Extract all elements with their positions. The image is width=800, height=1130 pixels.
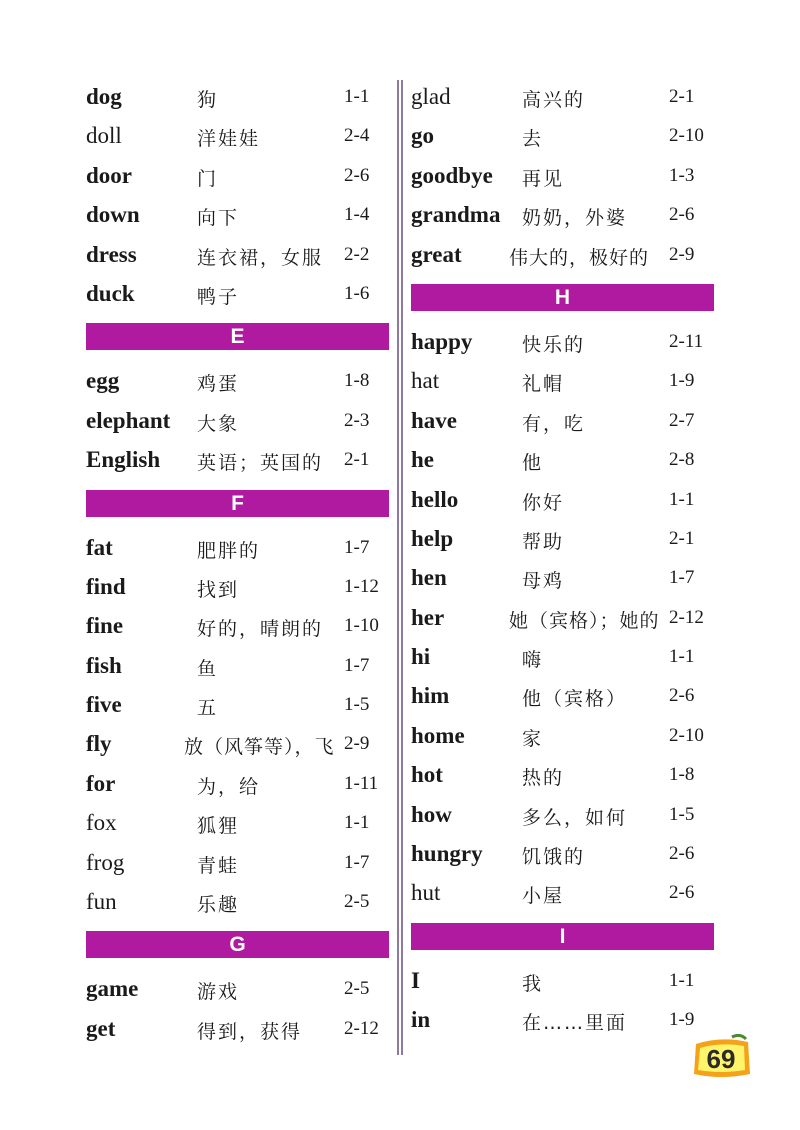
entry-meaning: 鱼 [197,657,219,680]
entry-word: duck [86,280,135,306]
entry-meaning: 他（宾格） [522,688,628,711]
entry-word: hello [411,486,459,512]
vocab-entry [86,362,389,401]
entry-meaning: 狗 [197,89,219,111]
entry-list [86,970,389,1049]
entry-list [411,962,714,1041]
vocab-entry [411,559,714,598]
vocab-entry [411,756,714,795]
entry-meaning: 大象 [197,412,240,435]
entry-meaning: 快乐的 [522,333,586,356]
section-header-f: F [86,490,389,517]
entry-word: find [86,573,126,599]
entry-unit: 1-4 [344,204,370,226]
vocab-entry [86,117,389,156]
entry-meaning: 我 [522,972,544,995]
vocab-entry [86,157,389,196]
entry-unit: 2-5 [344,891,370,913]
entry-meaning: 鸭子 [197,285,240,308]
entry-meaning: 再见 [522,167,565,190]
entry-meaning: 连衣裙，女服 [197,246,324,269]
entry-unit: 2-6 [344,164,370,186]
entry-unit: 1-8 [344,370,370,392]
vocab-entry [86,441,389,480]
vocab-entry [411,402,714,441]
entry-unit: 2-3 [344,409,370,431]
entry-unit: 1-9 [669,370,695,392]
entry-list [86,78,389,314]
vocab-entry [411,196,714,235]
entry-word: fat [86,534,113,560]
vocab-entry [411,117,714,156]
left-column [86,78,389,1049]
vocab-entry [86,78,389,117]
entry-meaning: 青蛙 [197,854,240,877]
entry-unit: 2-9 [344,733,370,755]
entry-meaning: 放（风筝等），飞 [184,736,335,759]
entry-unit: 2-1 [669,86,695,107]
entry-meaning: 礼帽 [522,373,565,396]
entry-meaning: 洋娃娃 [197,128,261,151]
entry-meaning: 鸡蛋 [197,373,240,396]
entry-word: for [86,770,116,796]
section-header-i: I [411,923,714,950]
vocab-entry [86,883,389,922]
vocab-entry [86,607,389,646]
section-header-h: H [411,284,714,311]
entry-meaning: 得到，获得 [197,1020,303,1043]
entry-word: door [86,162,132,188]
entry-meaning: 饥饿的 [522,846,586,869]
entry-word: hat [411,368,440,394]
vocab-entry [411,157,714,196]
entry-word: hen [411,565,447,591]
vocab-entry [411,520,714,559]
entry-meaning: 乐趣 [197,894,240,917]
entry-meaning: 家 [522,727,544,750]
entry-word: I [411,967,420,993]
entry-word: he [411,447,434,473]
entry-meaning: 好的，晴朗的 [197,618,324,641]
entry-unit: 1-9 [669,1009,695,1031]
entry-word: frog [86,849,125,875]
right-column [411,78,714,1041]
entry-list [86,529,389,923]
entry-word: have [411,407,457,433]
vocab-entry [411,78,714,117]
entry-meaning: 英语；英国的 [197,452,324,475]
vocab-entry [411,481,714,520]
entry-unit: 1-3 [669,164,695,186]
entry-unit: 1-1 [669,488,695,510]
vocab-entry [86,970,389,1009]
entry-unit: 1-6 [344,282,370,304]
entry-unit: 2-1 [669,527,695,549]
entry-word: hungry [411,841,483,867]
vocab-entry [86,1010,389,1049]
entry-unit: 1-1 [669,646,695,668]
entry-unit: 1-7 [344,536,370,558]
entry-word: egg [86,368,120,394]
entry-unit: 2-2 [344,243,370,265]
entry-meaning: 高兴的 [522,89,586,111]
entry-unit: 2-4 [344,125,370,147]
entry-word: go [411,123,434,149]
entry-unit: 2-5 [344,978,370,1000]
vocab-entry [411,236,714,275]
vocab-entry [86,568,389,607]
entry-unit: 2-6 [669,685,695,707]
entry-meaning: 找到 [197,578,240,601]
entry-unit: 1-12 [344,575,379,597]
vocab-entry [86,804,389,843]
entry-unit: 2-12 [669,606,704,628]
entry-meaning: 奶奶，外婆 [522,207,628,230]
entry-word: hi [411,644,431,670]
vocab-entry [86,647,389,686]
entry-word: great [411,241,462,267]
entry-meaning: 小屋 [522,885,565,908]
column-divider [397,80,399,1055]
vocab-entry [411,677,714,716]
entry-list [86,362,389,480]
page-number-badge [688,1034,754,1080]
entry-meaning: 嗨 [522,649,544,672]
column-divider [401,80,403,1055]
vocab-entry [86,196,389,235]
page-number: 69 [706,1044,736,1074]
entry-meaning: 五 [197,697,219,720]
section-header-e: E [86,323,389,350]
entry-unit: 2-12 [344,1017,379,1039]
entry-word: how [411,801,452,827]
entry-unit: 2-7 [669,409,695,431]
entry-meaning: 去 [522,128,544,151]
vocab-entry [86,765,389,804]
entry-word: fine [86,613,124,639]
entry-meaning: 为，给 [197,775,261,798]
entry-word: dress [86,241,137,267]
entry-word: get [86,1015,116,1041]
entry-unit: 1-11 [344,772,379,794]
entry-word: help [411,525,454,551]
entry-meaning: 肥胖的 [197,539,261,562]
vocab-entry [411,874,714,913]
vocab-entry [411,638,714,677]
vocab-entry [411,599,714,638]
vocab-entry [411,835,714,874]
vocab-entry [411,962,714,1001]
entry-meaning: 母鸡 [522,570,565,593]
entry-unit: 1-1 [344,86,370,107]
entry-meaning: 热的 [522,767,565,790]
entry-word: fun [86,889,117,915]
entry-list [411,78,714,275]
vocab-entry [86,236,389,275]
entry-unit: 2-1 [344,449,370,471]
entry-meaning: 向下 [197,207,240,230]
vocab-entry [411,362,714,401]
entry-unit: 1-8 [669,764,695,786]
entry-word: doll [86,123,122,149]
vocab-entry [86,275,389,314]
entry-word: grandma [411,202,501,228]
entry-word: five [86,692,122,718]
entry-unit: 1-10 [344,615,379,637]
vocab-entry [86,529,389,568]
section-header-g: G [86,931,389,958]
entry-word: happy [411,328,473,354]
vocab-entry [86,686,389,725]
entry-meaning: 在……里面 [522,1012,628,1035]
entry-word: fish [86,652,122,678]
entry-meaning: 门 [197,167,219,190]
entry-unit: 2-10 [669,724,704,746]
entry-word: hut [411,880,441,906]
entry-meaning: 有，吃 [522,412,586,435]
entry-word: fox [86,810,117,836]
entry-word: hot [411,762,443,788]
entry-word: elephant [86,407,171,433]
entry-unit: 1-7 [344,851,370,873]
entry-word: game [86,976,139,1002]
vocab-entry [86,844,389,883]
entry-word: goodbye [411,162,493,188]
entry-unit: 2-11 [669,330,704,352]
entry-word: glad [411,84,451,109]
badge-leaf-icon [732,1035,746,1039]
entry-word: dog [86,84,122,109]
entry-meaning: 伟大的，极好的 [509,246,650,269]
entry-word: her [411,604,445,630]
vocab-entry [86,725,389,764]
entry-word: in [411,1007,431,1033]
entry-unit: 1-7 [669,567,695,589]
vocab-entry [411,717,714,756]
entry-unit: 2-6 [669,204,695,226]
entry-meaning: 游戏 [197,981,240,1004]
entry-unit: 2-8 [669,449,695,471]
entry-word: him [411,683,450,709]
entry-list [411,323,714,914]
vocab-entry [411,1001,714,1040]
entry-meaning: 你好 [522,491,565,514]
entry-word: down [86,202,140,228]
vocab-entry [411,796,714,835]
entry-word: English [86,447,161,473]
entry-meaning: 多么，如何 [522,806,628,829]
vocab-entry [86,402,389,441]
entry-meaning: 帮助 [522,530,565,553]
entry-unit: 1-1 [344,812,370,834]
entry-unit: 2-6 [669,882,695,904]
entry-unit: 2-10 [669,125,704,147]
entry-meaning: 狐狸 [197,815,240,838]
entry-unit: 2-6 [669,843,695,865]
vocab-entry [411,441,714,480]
entry-unit: 1-1 [669,969,695,991]
vocab-entry [411,323,714,362]
entry-word: fly [86,731,112,757]
entry-unit: 1-5 [669,803,695,825]
entry-word: home [411,722,465,748]
entry-unit: 1-5 [344,694,370,716]
entry-meaning: 他 [522,452,544,475]
entry-unit: 2-9 [669,243,695,265]
entry-unit: 1-7 [344,654,370,676]
entry-meaning: 她（宾格）；她的 [509,609,660,632]
